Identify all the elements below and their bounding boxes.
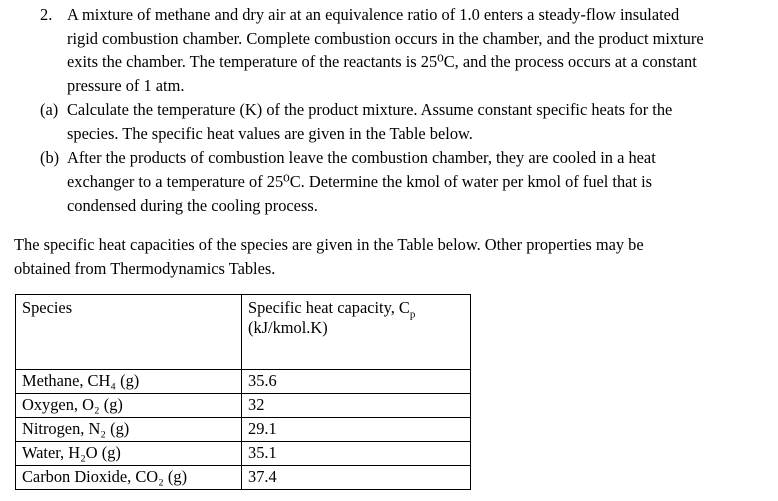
table-header-row: [16, 295, 471, 370]
part-b-label: (b): [40, 148, 60, 167]
table-row: [16, 418, 471, 442]
table-row: [16, 370, 471, 394]
header-cp-units: (kJ/kmol.K): [248, 318, 328, 337]
problem-number: 2.: [40, 5, 53, 24]
part-a-text-line: Calculate the temperature (K) of the product mixture. Assume constant specific heats for the: [67, 100, 673, 119]
table-row: [16, 466, 471, 490]
problem-text-line: rigid combustion chamber. Complete combustion occurs in the chamber, and the product mixture: [67, 29, 704, 48]
species-cell: Methane, CH₄ (g): [16, 370, 242, 394]
part-a-text-line: species. The specific heat values are given in the Table below.: [67, 124, 473, 143]
cp-cell: 29.1: [242, 418, 471, 442]
header-cp-label: Specific heat capacity, C: [248, 298, 410, 317]
part-b-text-line: condensed during the cooling process.: [67, 196, 318, 215]
problem-text-line: pressure of 1 atm.: [67, 76, 185, 95]
header-species: Species: [16, 295, 242, 370]
part-a-label: (a): [40, 100, 59, 119]
cp-cell: 35.1: [242, 442, 471, 466]
header-cp-subscript: p: [409, 308, 416, 321]
species-cell: Oxygen, O₂ (g): [16, 394, 242, 418]
species-cell: Water, H₂O (g): [16, 442, 242, 466]
cp-cell: 35.6: [242, 370, 471, 394]
table-row: [16, 394, 471, 418]
problem-text-line: exits the chamber. The temperature of the reactants is 25⁰C, and the process occurs at a constant: [67, 52, 697, 71]
cp-cell: 37.4: [242, 466, 471, 490]
species-cell: Carbon Dioxide, CO₂ (g): [16, 466, 242, 490]
cp-cell: 32: [242, 394, 471, 418]
table-row: [16, 442, 471, 466]
header-cp: [242, 295, 471, 370]
species-cell: Nitrogen, N₂ (g): [16, 418, 242, 442]
part-b-text-line: exchanger to a temperature of 25⁰C. Determine the kmol of water per kmol of fuel that is: [67, 172, 653, 191]
specific-heat-table: [15, 294, 471, 490]
intro-text-line: obtained from Thermodynamics Tables.: [14, 259, 276, 278]
problem-text-line: A mixture of methane and dry air at an equivalence ratio of 1.0 enters a steady-flow insulated: [67, 5, 680, 24]
part-b-text-line: After the products of combustion leave the combustion chamber, they are cooled in a heat: [67, 148, 656, 167]
intro-text-line: The specific heat capacities of the species are given in the Table below. Other properties may be: [14, 235, 644, 254]
